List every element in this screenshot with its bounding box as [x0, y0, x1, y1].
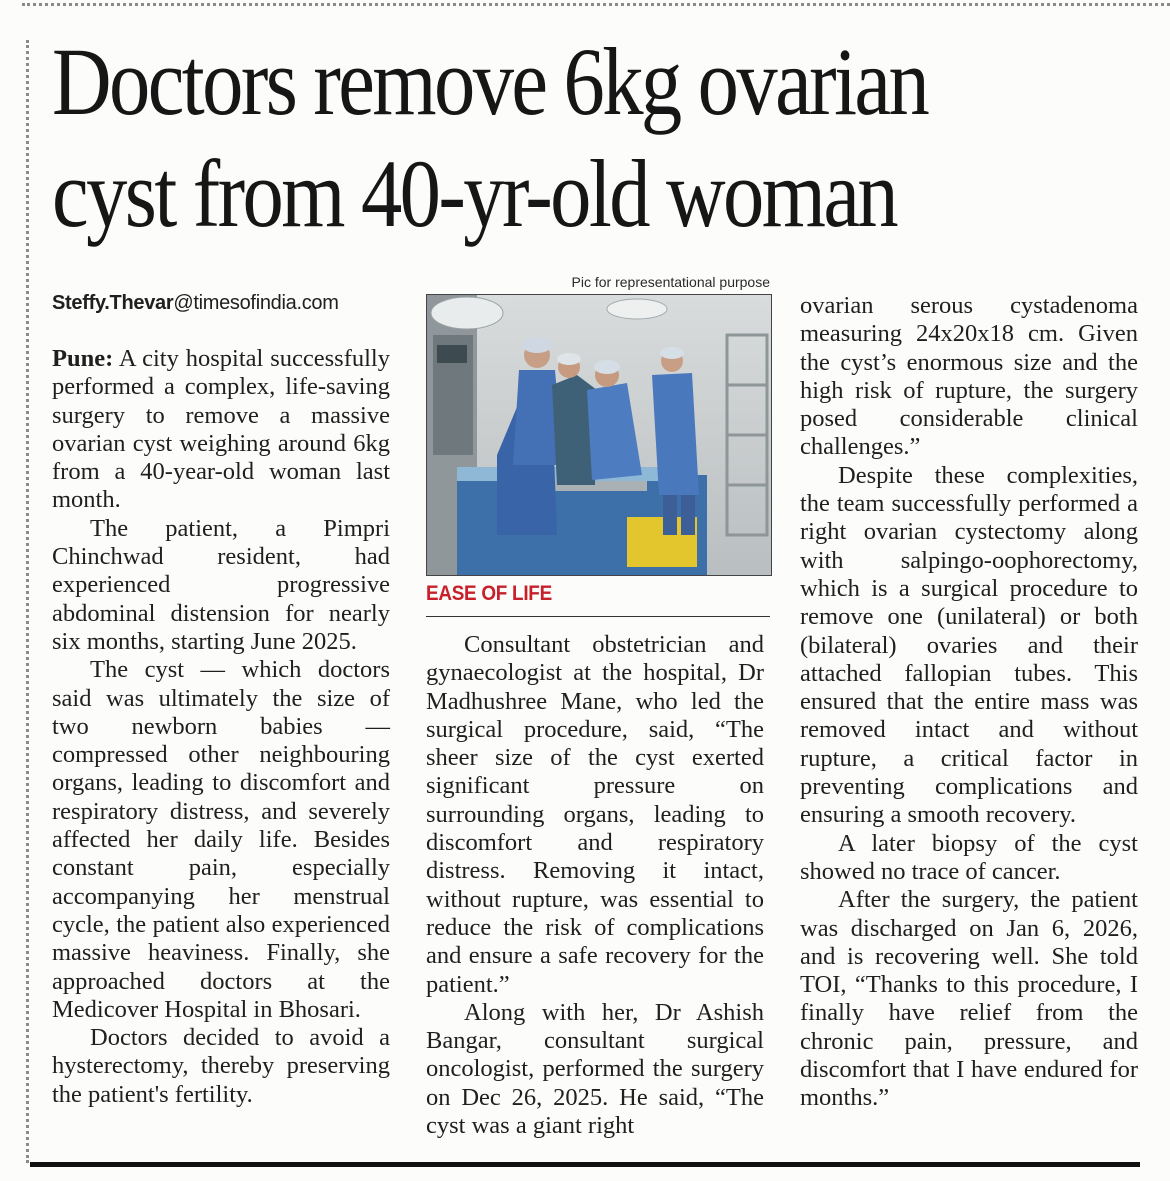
article-paragraph: A later biopsy of the cyst showed no trace of cancer.	[800, 829, 1138, 885]
article-paragraph: After the surgery, the patient was discharged on Jan 6, 2026, and is recovering well. She told TOI, “Thanks to this procedure, I finally have relief from the chronic pain, pressure, and discomfort that I have endured for months.”	[800, 886, 1138, 1112]
surgery-photo	[426, 294, 772, 576]
article-paragraph: ovarian serous cystadenoma measuring 24x20x18 cm. Given the cyst’s enormous size and the high risk of rupture, the surgery posed considerable clinical challenges.”	[800, 292, 1138, 461]
article-paragraph: The patient, a Pimpri Chinchwad resident, had experienced progressive abdominal distension for nearly six months, starting June 2025.	[52, 514, 390, 655]
top-dotted-border	[22, 3, 1170, 6]
paragraph-text: A city hospital successfully performed a complex, life-saving surgery to remove a massive ovarian cyst weighing around 6kg from a 40-year-old woman last month.	[52, 345, 390, 514]
article-paragraph: Along with her, Dr Ashish Bangar, consultant surgical oncologist, performed the surgery on Dec 26, 2025. He said, “The cyst was a giant right	[426, 998, 764, 1140]
operating-room-illustration	[427, 295, 771, 575]
article-column-1	[52, 345, 390, 1109]
byline-name: Steffy.Thevar	[52, 292, 174, 314]
headline-line-1: Doctors remove 6kg ovarian	[52, 28, 928, 135]
section-divider	[426, 616, 770, 617]
headline	[52, 26, 998, 250]
article-paragraph: The cyst — which doctors said was ultimately the size of two newborn babies — compressed other neighbouring organs, leading to discomfort and respiratory distress, and severely affected her daily life. Besides constant pain, especially accompanying her menstrual cycle, the patient also experienced massive heaviness. Finally, she approached doctors at the Medicover Hospital in Bhosari.	[52, 656, 390, 1023]
left-dotted-border	[26, 40, 29, 1163]
article-paragraph: Despite these complexities, the team successfully performed a right ovarian cystectomy along with salpingo-oophorectomy, which is a surgical procedure to remove one (unilateral) or both (bilateral) ovaries and their attached fallopian tubes. This ensured that the entire mass was removed intact and without rupture, a critical factor in preventing complications and ensuring a smooth recovery.	[800, 461, 1138, 829]
bottom-rule	[30, 1162, 1140, 1167]
article-paragraph: Consultant obstetrician and gynaecologist at the hospital, Dr Madhushree Mane, who led the surgical procedure, said, “The sheer size of the cyst exerted significant pressure on surrounding organs, leading to discomfort and respiratory distress. Removing it intact, without rupture, was essential to reduce the risk of complications and ensure a safe recovery for the patient.”	[426, 631, 764, 998]
headline-line-2: cyst from 40-yr-old woman	[52, 140, 897, 247]
article-paragraph: Doctors decided to avoid a hysterectomy, thereby preserving the patient's fertility.	[52, 1024, 390, 1108]
article-paragraph	[52, 345, 390, 515]
photo-caption: Pic for representational purpose	[571, 274, 770, 290]
article-column-2	[426, 631, 764, 1140]
byline-domain: @timesofindia.com	[173, 292, 339, 314]
section-label: EASE OF LIFE	[426, 582, 552, 605]
byline	[52, 292, 339, 315]
dateline: Pune:	[52, 345, 114, 372]
article-column-3	[800, 292, 1138, 1113]
